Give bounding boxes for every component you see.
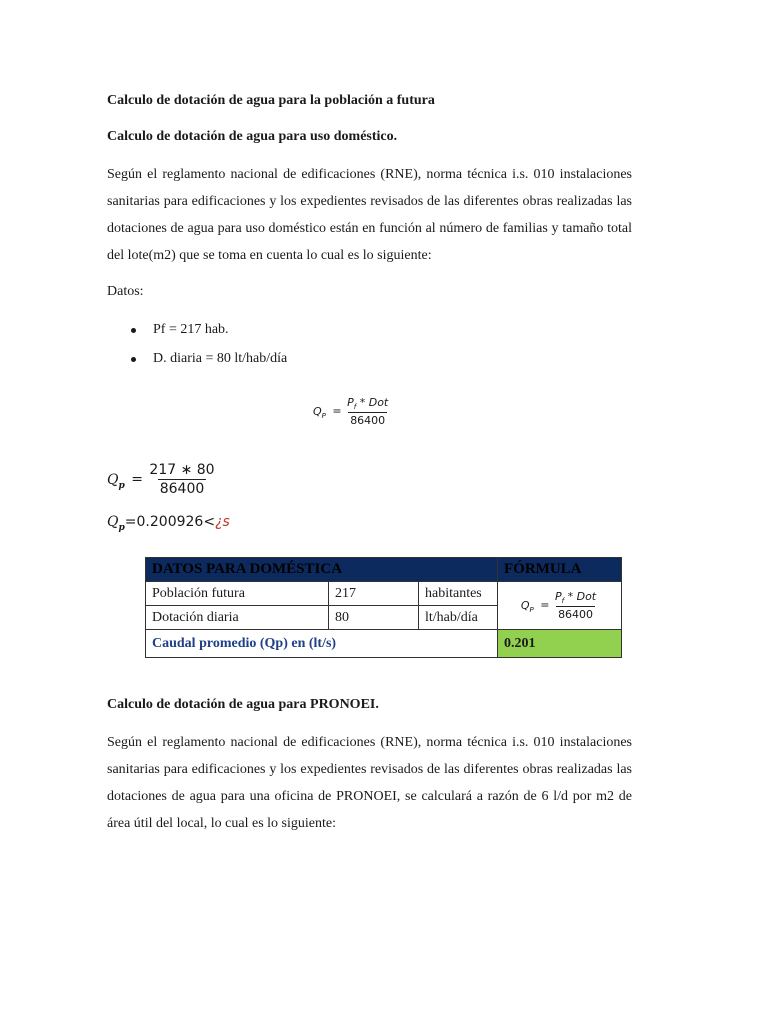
formula-result: $Q_p=0.200926<¿s$: [107, 514, 230, 533]
table-summary-row: [146, 630, 622, 658]
table-row: Dotación diaria 80 lt/hab/día: [146, 606, 622, 630]
domestic-data-table: [145, 557, 622, 658]
datos-label: Datos:: [107, 284, 144, 299]
table-row: Población futura 217 habitantes $Q_P$ = $\frac{P_f * Dot}{86400}$: [146, 582, 622, 606]
heading-main: Calculo de dotación de agua para la población a futura: [107, 93, 435, 108]
list-item: Pf = 217 hab.: [107, 318, 287, 347]
heading-domestic: Calculo de dotación de agua para uso doméstico.: [107, 129, 398, 144]
paragraph-domestic: Según el reglamento nacional de edificaciones (RNE), norma técnica i.s. 010 instalaciones sanitarias para edificaciones y los expedientes revisados de las diferentes obras realizadas las dotaciones de agua para uso doméstico están en función al número de familias y tamaño total del lote(m2) que se toma en cuenta lo cual es lo siguiente:: [107, 167, 632, 263]
table-header-formula: FÓRMULA: [498, 558, 622, 582]
table-header-row: [146, 558, 622, 582]
formula-numeric: $Q_p$ = $\frac{217 ∗ 80}{86400}$: [107, 462, 215, 497]
summary-label: Caudal promedio (Qp) en (lt/s): [146, 630, 498, 658]
table-header-data: DATOS PARA DOMÉSTICA: [146, 558, 498, 582]
paragraph-pronoei: Según el reglamento nacional de edificaciones (RNE), norma técnica i.s. 010 instalaciones sanitarias para edificaciones y los expedientes revisados de las diferentes obras realizadas las dotaciones de agua para una oficina de PRONOEI, se calculará a razón de 6 l/d por m2 de área útil del local, lo cual es lo siguiente:: [107, 735, 632, 831]
bullet-icon: [131, 328, 136, 333]
table-formula-cell: $Q_P$ = $\frac{P_f * Dot}{86400}$: [498, 582, 622, 630]
heading-pronoei: Calculo de dotación de agua para PRONOEI.: [107, 697, 379, 712]
formula-general: $Q_P$ = $\frac{P_f * Dot}{86400}$: [313, 396, 389, 428]
bullet-icon: [131, 357, 136, 362]
datos-list: [107, 318, 287, 376]
list-item: D. diaria = 80 lt/hab/día: [107, 347, 287, 376]
summary-value: 0.201: [498, 630, 622, 658]
